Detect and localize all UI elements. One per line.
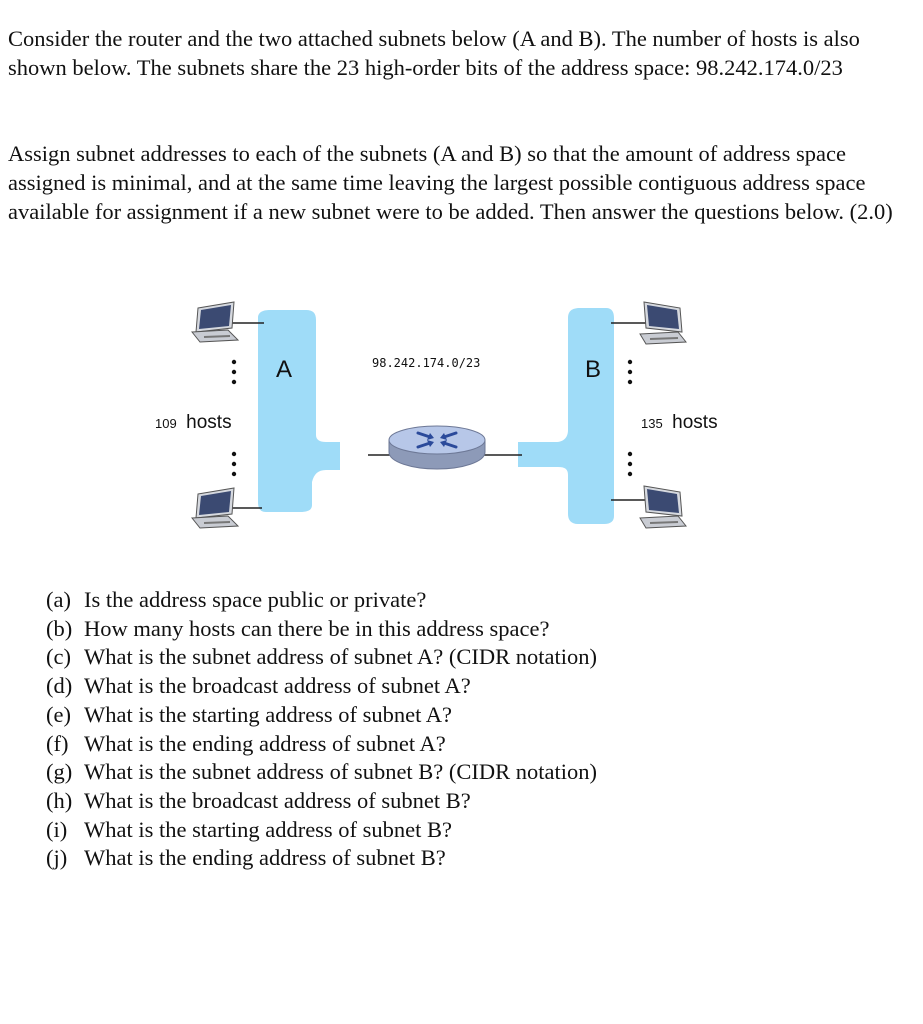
- question-list: [46, 586, 597, 873]
- question-text: What is the starting address of subnet B?: [84, 816, 453, 842]
- subnet-b-ellipsis-bottom: [628, 452, 632, 476]
- subnet-a-segment: [258, 310, 340, 512]
- problem-intro: Consider the router and the two attached subnets below (A and B). The number of hosts is also shown below. The subnets share the 23 high-order bits of the address space: 98.242.174.0/23: [8, 26, 860, 80]
- host-a1-computer-icon: [192, 302, 238, 342]
- subnet-b-label: B: [585, 356, 602, 383]
- question-item: [46, 787, 597, 816]
- question-item: [46, 730, 597, 759]
- question-text: What is the broadcast address of subnet A?: [84, 673, 471, 699]
- question-item: [46, 758, 597, 787]
- question-item: [46, 816, 597, 845]
- question-label: (d): [46, 673, 73, 699]
- question-label: (b): [46, 615, 73, 641]
- subnet-a-ellipsis-top: [232, 360, 236, 384]
- question-text: What is the starting address of subnet A?: [84, 701, 453, 727]
- question-text: What is the subnet address of subnet B? (CIDR notation): [84, 759, 598, 785]
- address-block-label: 98.242.174.0/23: [372, 356, 481, 370]
- question-item: [46, 672, 597, 701]
- host-a2-computer-icon: [192, 488, 238, 528]
- subnet-a-label: A: [276, 356, 293, 383]
- question-text: Is the address space public or private?: [84, 587, 427, 612]
- subnet-a-host-word: hosts: [186, 412, 232, 433]
- subnet-a-host-count: [155, 412, 232, 433]
- network-diagram: [0, 280, 923, 570]
- question-text: What is the ending address of subnet B?: [84, 845, 446, 871]
- question-item: [46, 701, 597, 730]
- question-item: [46, 586, 597, 615]
- subnet-b-host-number: 135: [641, 416, 663, 431]
- question-label: (g): [46, 759, 73, 785]
- host-b2-computer-icon: [640, 486, 686, 528]
- subnet-b-host-count: [641, 412, 718, 433]
- question-label: (a): [46, 587, 71, 612]
- subnet-b-host-word: hosts: [672, 412, 718, 433]
- question-item: [46, 844, 597, 873]
- host-b1-computer-icon: [640, 302, 686, 344]
- question-label: (h): [46, 787, 73, 813]
- subnet-a-host-number: 109: [155, 416, 177, 431]
- question-label: (e): [46, 701, 71, 727]
- question-text: What is the broadcast address of subnet B?: [84, 787, 471, 813]
- router-icon: [389, 426, 485, 469]
- subnet-a-ellipsis-bottom: [232, 452, 236, 476]
- question-label: (j): [46, 845, 68, 871]
- question-text: What is the ending address of subnet A?: [84, 730, 446, 756]
- question-label: (c): [46, 644, 71, 670]
- subnet-b-segment: [518, 308, 614, 524]
- question-text: What is the subnet address of subnet A? (CIDR notation): [84, 644, 598, 670]
- question-item: [46, 643, 597, 672]
- problem-instructions: Assign subnet addresses to each of the subnets (A and B) so that the amount of address space assigned is minimal, and at the same time leaving the largest possible contiguous address space available for assignment if a new subnet were to be added. Then answer the questions below. (2.0): [8, 141, 893, 224]
- question-item: [46, 615, 597, 644]
- question-label: (i): [46, 816, 68, 842]
- question-text: How many hosts can there be in this address space?: [84, 615, 550, 641]
- subnet-b-ellipsis-top: [628, 360, 632, 384]
- question-label: (f): [46, 730, 69, 756]
